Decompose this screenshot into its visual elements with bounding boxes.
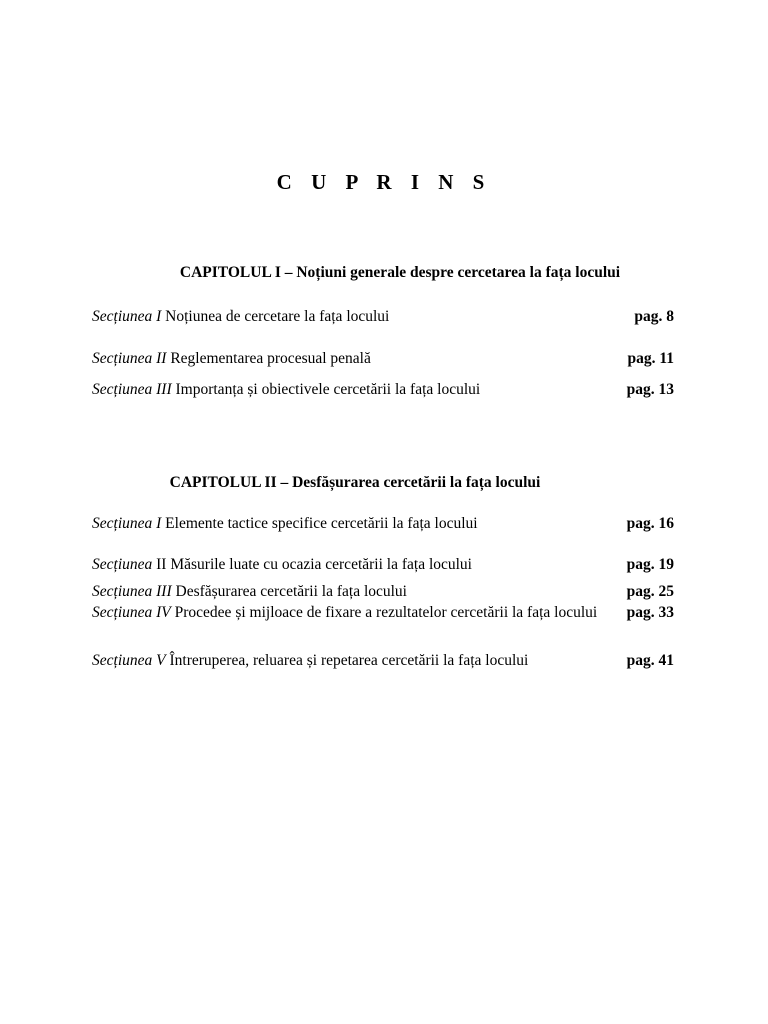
chapter-heading: CAPITOLUL II – Desfășurarea cercetării la fața locului xyxy=(169,474,541,491)
section-label: Secțiunea III xyxy=(92,583,172,600)
section-label: Secțiunea II xyxy=(92,350,167,367)
toc-entry xyxy=(92,302,674,332)
section-label: Secțiunea V xyxy=(92,652,166,669)
toc-entry xyxy=(92,375,674,405)
page-number: pag. 41 xyxy=(626,652,674,669)
toc-title: C U P R I N S xyxy=(276,170,492,194)
section-title: Procedee și mijloace de fixare a rezultatelor cercetării la fața locului xyxy=(174,604,598,621)
section-title: Importanța și obiectivele cercetării la fața locului xyxy=(175,381,481,398)
section-entry-text xyxy=(92,646,554,676)
section-label: Secțiunea I xyxy=(92,515,162,532)
section-entry-text xyxy=(92,598,607,628)
section-title: Elemente tactice specifice cercetării la fața locului xyxy=(165,515,478,532)
toc-entry xyxy=(92,550,674,580)
section-title: Noțiunea de cercetare la fața locului xyxy=(165,308,390,325)
page-number: pag. 16 xyxy=(626,515,674,532)
section-label: Secțiunea IV xyxy=(92,604,171,621)
toc-entry xyxy=(92,598,674,628)
page-number: pag. 33 xyxy=(626,604,674,621)
section-label: Secțiunea III xyxy=(92,381,172,398)
page-number: pag. 25 xyxy=(626,583,674,600)
section-label: Secțiunea xyxy=(92,556,153,573)
section-title: Reglementarea procesual penală xyxy=(170,350,371,367)
toc-entry xyxy=(92,344,674,374)
section-title: II Măsurile luate cu ocazia cercetării la fața locului xyxy=(156,556,472,573)
chapter-heading: CAPITOLUL I – Noțiuni generale despre cercetarea la fața locului xyxy=(179,264,621,281)
section-label: Secțiunea I xyxy=(92,308,162,325)
page-number: pag. 13 xyxy=(626,381,674,398)
page-number: pag. 8 xyxy=(634,308,674,325)
section-title: Desfășurarea cercetării la fața locului xyxy=(175,583,407,600)
page-number: pag. 19 xyxy=(626,556,674,573)
section-title: Întreruperea, reluarea și repetarea cercetării la fața locului xyxy=(169,652,529,669)
toc-entry xyxy=(92,509,674,539)
toc-entry xyxy=(92,646,674,676)
page-number: pag. 11 xyxy=(627,350,674,367)
